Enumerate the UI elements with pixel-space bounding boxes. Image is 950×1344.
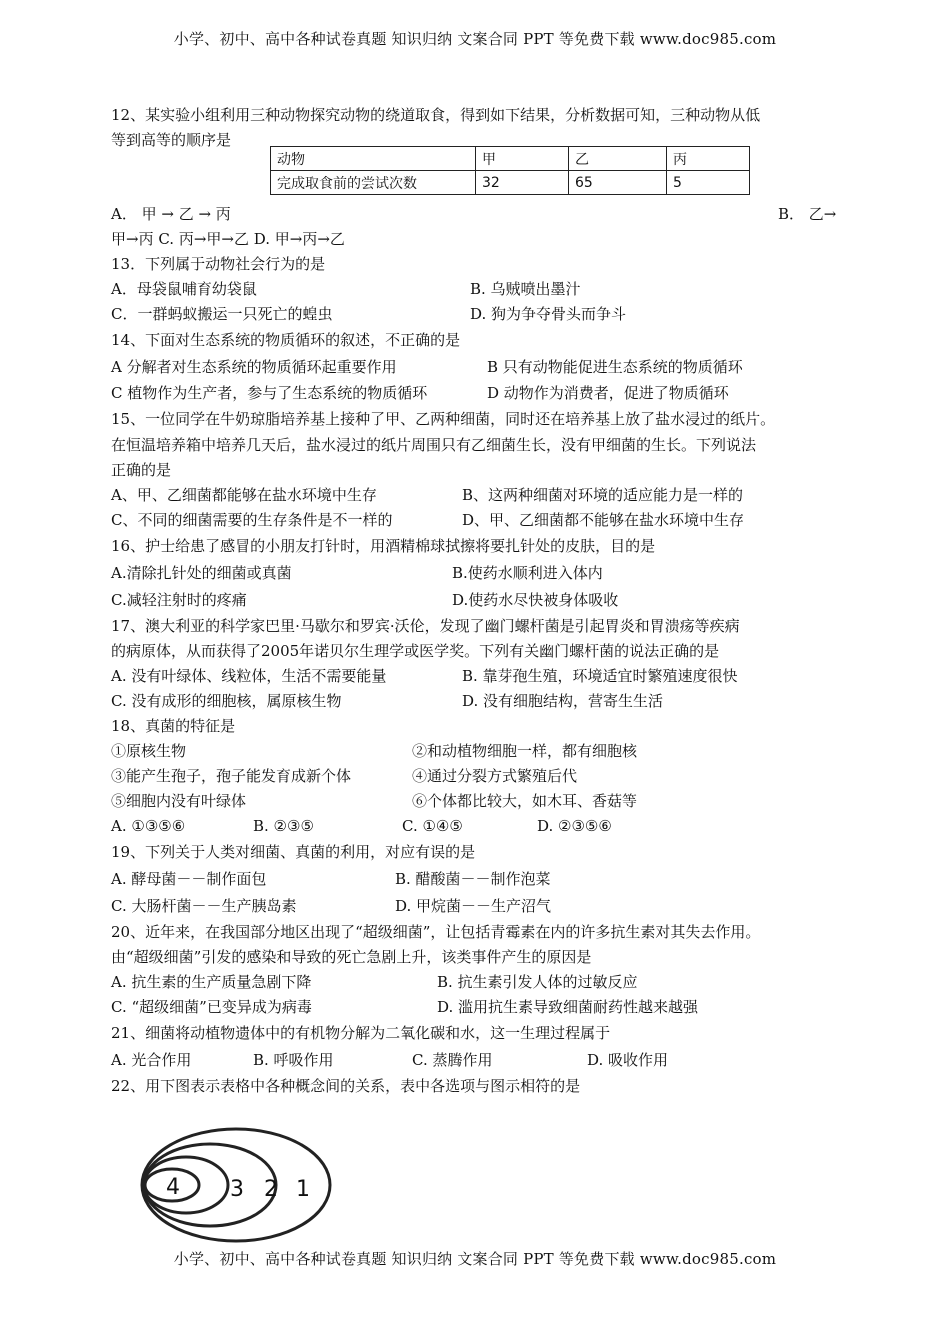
q13-option-b: B. 乌贼喷出墨汁 bbox=[470, 280, 581, 298]
ellipse-2 bbox=[144, 1144, 276, 1226]
q18-stem: 18、真菌的特征是 bbox=[111, 717, 236, 735]
label-3: 3 bbox=[230, 1177, 244, 1202]
label-2: 2 bbox=[264, 1177, 278, 1202]
q19-option-b: B. 醋酸菌－－制作泡菜 bbox=[395, 870, 551, 888]
q17-stem-line1: 17、澳大利亚的科学家巴里·马歇尔和罗宾·沃伦，发现了幽门螺杆菌是引起胃炎和胃溃疡等疾病 bbox=[111, 617, 740, 635]
q16-option-c: C.减轻注射时的疼痛 bbox=[111, 591, 247, 609]
q18-item-5: ⑤细胞内没有叶绿体 bbox=[111, 792, 247, 810]
q15-stem-line1: 15、一位同学在牛奶琼脂培养基上接种了甲、乙两种细菌，同时还在培养基上放了盐水浸过的纸片。 bbox=[111, 410, 776, 428]
q12-option-b: B． 乙→ bbox=[778, 205, 837, 223]
q15-option-d: D、甲、乙细菌都不能够在盐水环境中生存 bbox=[462, 511, 745, 529]
q17-option-c: C. 没有成形的细胞核，属原核生物 bbox=[111, 692, 342, 710]
q15-stem-line2: 在恒温培养箱中培养几天后，盐水浸过的纸片周围只有乙细菌生长，没有甲细菌的生长。下列说法 bbox=[111, 436, 757, 454]
q12-data-table bbox=[270, 146, 750, 195]
q22-stem: 22、用下图表示表格中各种概念间的关系，表中各选项与图示相符的是 bbox=[111, 1077, 581, 1095]
q17-option-d: D. 没有细胞结构，营寄生生活 bbox=[462, 692, 664, 710]
q16-stem: 16、护士给患了感冒的小朋友打针时，用酒精棉球拭擦将要扎针处的皮肤，目的是 bbox=[111, 537, 656, 555]
table-cell: 32 bbox=[476, 171, 569, 195]
q20-stem-line1: 20、近年来，在我国部分地区出现了“超级细菌”，让包括青霉素在内的许多抗生素对其失去作用。 bbox=[111, 923, 761, 941]
q20-option-d: D. 滥用抗生素导致细菌耐药性越来越强 bbox=[437, 998, 699, 1016]
q17-option-a: A. 没有叶绿体、线粒体，生活不需要能量 bbox=[111, 667, 387, 685]
table-cell: 5 bbox=[667, 171, 750, 195]
label-4: 4 bbox=[166, 1175, 180, 1200]
table-row bbox=[271, 147, 750, 171]
q14-option-c: C 植物作为生产者，参与了生态系统的物质循环 bbox=[111, 384, 428, 402]
q18-item-2: ②和动植物细胞一样，都有细胞核 bbox=[412, 742, 638, 760]
table-cell: 甲 bbox=[476, 147, 569, 171]
page-header: 小学、初中、高中各种试卷真题 知识归纳 文案合同 PPT 等免费下载 www.doc985.com bbox=[173, 30, 777, 48]
q16-option-d: D.使药水尽快被身体吸收 bbox=[452, 591, 619, 609]
q15-option-b: B、这两种细菌对环境的适应能力是一样的 bbox=[462, 486, 744, 504]
q20-option-a: A. 抗生素的生产质量急剧下降 bbox=[111, 973, 312, 991]
q16-option-a: A.清除扎针处的细菌或真菌 bbox=[111, 564, 292, 582]
q21-option-a: A. 光合作用 bbox=[111, 1051, 192, 1069]
page-footer: 小学、初中、高中各种试卷真题 知识归纳 文案合同 PPT 等免费下载 www.doc985.com bbox=[173, 1250, 777, 1268]
q18-option-d: D. ②③⑤⑥ bbox=[537, 817, 612, 835]
q21-option-d: D. 吸收作用 bbox=[587, 1051, 669, 1069]
q12-options-line2: 甲→丙 C. 丙→甲→乙 D. 甲→丙→乙 bbox=[111, 230, 345, 248]
q18-option-c: C. ①④⑤ bbox=[402, 817, 463, 835]
q12-option-a: A． 甲 → 乙 → 丙 bbox=[111, 205, 231, 223]
q18-item-4: ④通过分裂方式繁殖后代 bbox=[412, 767, 578, 785]
q19-option-a: A. 酵母菌－－制作面包 bbox=[111, 870, 267, 888]
q18-item-1: ①原核生物 bbox=[111, 742, 187, 760]
label-1: 1 bbox=[296, 1177, 310, 1202]
table-cell: 乙 bbox=[569, 147, 667, 171]
q19-stem: 19、下列关于人类对细菌、真菌的利用，对应有误的是 bbox=[111, 843, 476, 861]
q22-nested-ellipse-diagram bbox=[138, 1113, 338, 1245]
q19-option-c: C. 大肠杆菌－－生产胰岛素 bbox=[111, 897, 297, 915]
table-cell: 动物 bbox=[271, 147, 476, 171]
q14-option-b: B 只有动物能促进生态系统的物质循环 bbox=[487, 358, 743, 376]
q13-option-d: D. 狗为争夺骨头而争斗 bbox=[470, 305, 627, 323]
table-cell: 丙 bbox=[667, 147, 750, 171]
q13-option-c: C．一群蚂蚁搬运一只死亡的蝗虫 bbox=[111, 305, 333, 323]
q14-option-a: A 分解者对生态系统的物质循环起重要作用 bbox=[111, 358, 397, 376]
ellipse-3 bbox=[144, 1157, 228, 1213]
q13-stem: 13．下列属于动物社会行为的是 bbox=[111, 255, 326, 273]
q16-option-b: B.使药水顺利进入体内 bbox=[452, 564, 603, 582]
q18-option-a: A. ①③⑤⑥ bbox=[111, 817, 186, 835]
q21-option-c: C. 蒸腾作用 bbox=[412, 1051, 493, 1069]
q18-item-6: ⑥个体都比较大，如木耳、香菇等 bbox=[412, 792, 638, 810]
q20-option-b: B. 抗生素引发人体的过敏反应 bbox=[437, 973, 638, 991]
q18-item-3: ③能产生孢子，孢子能发育成新个体 bbox=[111, 767, 352, 785]
q20-option-c: C. “超级细菌”已变异成为病毒 bbox=[111, 998, 312, 1016]
table-cell: 完成取食前的尝试次数 bbox=[271, 171, 476, 195]
q14-stem: 14、下面对生态系统的物质循环的叙述，不正确的是 bbox=[111, 331, 461, 349]
q13-option-a: A．母袋鼠哺育幼袋鼠 bbox=[111, 280, 257, 298]
table-cell: 65 bbox=[569, 171, 667, 195]
q14-option-d: D 动物作为消费者，促进了物质循环 bbox=[487, 384, 729, 402]
q12-stem-line2: 等到高等的顺序是 bbox=[111, 131, 232, 149]
q15-stem-line3: 正确的是 bbox=[111, 461, 172, 479]
q19-option-d: D. 甲烷菌－－生产沼气 bbox=[395, 897, 552, 915]
table-row bbox=[271, 171, 750, 195]
q20-stem-line2: 由“超级细菌”引发的感染和导致的死亡急剧上升，该类事件产生的原因是 bbox=[111, 948, 592, 966]
q17-option-b: B. 靠芽孢生殖，环境适宜时繁殖速度很快 bbox=[462, 667, 738, 685]
q18-option-b: B. ②③⑤ bbox=[253, 817, 314, 835]
q15-option-a: A、甲、乙细菌都能够在盐水环境中生存 bbox=[111, 486, 377, 504]
q15-option-c: C、不同的细菌需要的生存条件是不一样的 bbox=[111, 511, 393, 529]
q21-option-b: B. 呼吸作用 bbox=[253, 1051, 334, 1069]
q17-stem-line2: 的病原体，从而获得了2005年诺贝尔生理学或医学奖。下列有关幽门螺杆菌的说法正确的是 bbox=[111, 642, 720, 660]
q12-stem-line1: 12、某实验小组利用三种动物探究动物的绕道取食，得到如下结果，分析数据可知，三种动物从低 bbox=[111, 106, 761, 124]
q21-stem: 21、细菌将动植物遗体中的有机物分解为二氧化碳和水，这一生理过程属于 bbox=[111, 1024, 611, 1042]
